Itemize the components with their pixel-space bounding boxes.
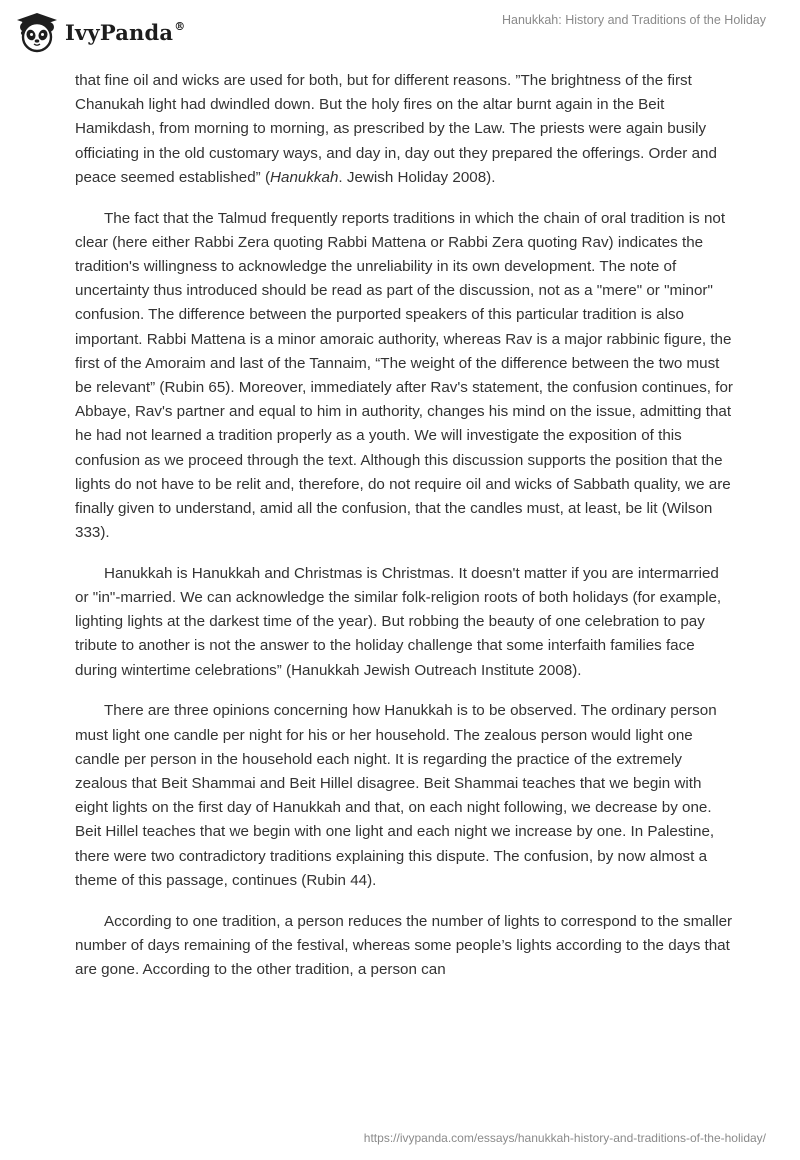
- paragraph-5: According to one tradition, a person reduces the number of lights to correspond to the smaller number of days remaining of the festival, whereas some people’s lights according to the days that are gone. According to the other tradition, a person can: [75, 912, 733, 978]
- page-header: [0, 0, 800, 60]
- brand-name: IvyPanda®: [65, 19, 186, 45]
- paragraph-1: that fine oil and wicks are used for both, but for different reasons. ”The brightness of the first Chanukah light had dwindled down. But the holy fires on the altar burnt again in the Beit Hamikdash, from morning to morning, as prescribed by the Law. The priests were again busily officiating in the old customary ways, and day in, day out they prepared the offerings. Order and peace seemed established” (Hanukkah. Jewish Holiday 2008).: [75, 72, 717, 186]
- document-title: Hanukkah: History and Traditions of the Holiday: [501, 13, 766, 27]
- paragraph-4: There are three opinions concerning how Hanukkah is to be observed. The ordinary person must light one candle per night for his or her household. The zealous person would light one candle per person in the household each night. It is regarding the practice of the extremely zealous that Beit Shammai and Beit Hillel disagree. Beit Shammai teaches that we begin with eight lights on the first day of Hanukkah and that, on each night following, we decrease by one. Beit Hillel teaches that we begin with one light and each night we increase by one. In Palestine, there were two contradictory traditions explaining this dispute. The confusion, by now almost a theme of this passage, continues (Rubin 44).: [75, 702, 717, 889]
- source-url[interactable]: https://ivypanda.com/essays/hanukkah-history-and-traditions-of-the-holiday/: [363, 1131, 766, 1145]
- paragraph-2: The fact that the Talmud frequently reports traditions in which the chain of oral tradition is not clear (here either Rabbi Zera quoting Rabbi Mattena or Rabbi Zera quoting Rav) indicates the tradition's willingness to acknowledge the unreliability in its own development. The note of uncertainty thus introduced should be read as part of the discussion, not as a "mere" or "minor" confusion. The difference between the purported speakers of this particular tradition is also important. Rabbi Mattena is a minor amoraic authority, whereas Rav is a major rabbinic figure, the first of the Amoraim and last of the Tannaim, “The weight of the difference between the two must be relevant” (Rubin 65). Moreover, immediately after Rav's statement, the confusion continues, for Abbaye, Rav's partner and equal to him in authority, changes his mind on the issue, admitting that he had not learned a tradition properly as a youth. We will investigate the exposition of this confusion as we proceed through the text. Although this discussion supports the position that the lights do not have to be relit and, therefore, do not require oil and wicks of Sabbath quality, we are finally given to understand, amid all the confusion, that the candles must, at least, be lit (Wilson 333).: [75, 209, 733, 542]
- ivypanda-logo[interactable]: [15, 9, 185, 55]
- essay-body: [75, 69, 735, 999]
- panda-graduation-cap-icon: [15, 10, 59, 54]
- italic-title: Hanukkah: [270, 168, 339, 186]
- paragraph-3: Hanukkah is Hanukkah and Christmas is Christmas. It doesn't matter if you are intermarried or "in"-married. We can acknowledge the similar folk-religion roots of both holidays (for example, lighting lights at the darkest time of the year). But robbing the beauty of one celebration to pay tribute to another is not the answer to the holiday challenge that some interfaith families face during wintertime celebrations” (Hanukkah Jewish Outreach Institute 2008).: [75, 564, 722, 679]
